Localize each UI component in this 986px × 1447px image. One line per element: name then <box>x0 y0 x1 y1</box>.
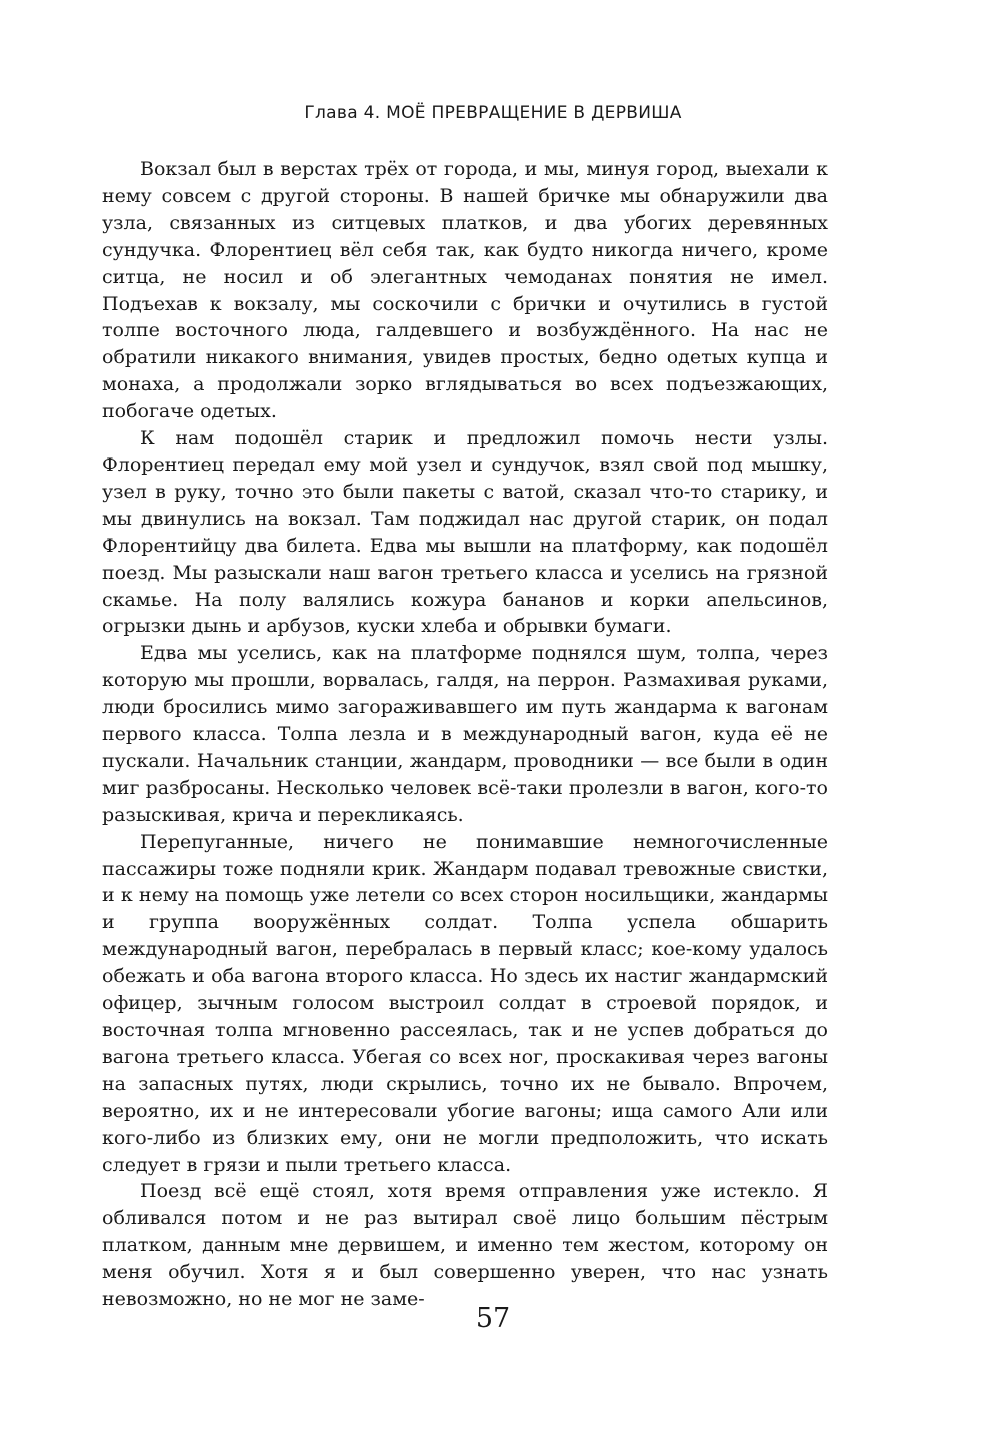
paragraph-1: Вокзал был в верстах трёх от города, и мы, минуя город, выехали к нему совсем с другой стороны. В нашей бричке мы обнаружили два узла, связанных из ситцевых платков, и два убогих деревянных сундучка. Флорентиец вёл себя так, как будто никогда ничего, кроме ситца, не носил и об элегантных чемоданах понятия не имел. Подъехав к вокзалу, мы соскочили с брички и очутились в густой толпе восточного люда, галдевшего и возбуждённого. На нас не обратили никакого внимания, увидев простых, бедно одетых купца и монаха, а продолжали зорко вглядываться во всех подъезжающих, побогаче одетых. <box>102 158 828 423</box>
paragraph-4: Перепуганные, ничего не понимавшие немногочисленные пассажиры тоже подняли крик. Жандарм подавал тревожные свистки, и к нему на помощь уже летели со всех сторон носильщики, жандармы и группа вооружённых солдат. Толпа успела обшарить международный вагон, перебралась в первый класс; кое-кому удалось обежать и оба вагона второго класса. Но здесь их настиг жандармский офицер, зычным голосом выстроил солдат в строевой порядок, и восточная толпа мгновенно рассеялась, так и не успев добраться до вагона третьего класса. Убегая со всех ног, проскакивая через вагоны на запасных путях, люди скрылись, точно их не бывало. Впрочем, вероятно, их и не интересовали убогие вагоны; ища самого Али или кого-либо из близких ему, они не могли предположить, что искать следует в грязи и пыли третьего класса. <box>102 830 828 1176</box>
body-text <box>102 156 828 1313</box>
paragraph-5: Поезд всё ещё стоял, хотя время отправления уже истекло. Я обливался потом и не раз вытирал своё лицо большим пёстрым платком, данным мне дервишем, и именно тем жестом, которому он меня обучил. Хотя я и был совершенно уверен, что нас узнать невозможно, но не мог не заме- <box>102 1180 828 1311</box>
paragraph-2: К нам подошёл старик и предложил помочь нести узлы. Флорентиец передал ему мой узел и сундучок, взял свой под мышку, узел в руку, точно это были пакеты с ватой, сказал что-то старику, и мы двинулись на вокзал. Там поджидал нас другой старик, он подал Флорентийцу два билета. Едва мы вышли на платформу, как подошёл поезд. Мы разыскали наш вагон третьего класса и уселись на грязной скамье. На полу валялись кожура бананов и корки апельсинов, огрызки дынь и арбузов, куски хлеба и обрывки бумаги. <box>102 427 828 638</box>
paragraph-3: Едва мы уселись, как на платформе поднялся шум, толпа, через которую мы прошли, ворвалась, галдя, на перрон. Размахивая руками, люди бросились мимо загораживавшего им путь жандарма к вагонам первого класса. Толпа лезла и в международный вагон, куда её не пускали. Начальник станции, жандарм, проводники — все были в один миг разбросаны. Несколько человек всё-таки пролезли в вагон, кого-то разыскивая, крича и перекликаясь. <box>102 642 828 826</box>
running-title: Глава 4. МОЁ ПРЕВРАЩЕНИЕ В ДЕРВИША <box>304 103 682 123</box>
page-number: 57 <box>475 1303 511 1334</box>
